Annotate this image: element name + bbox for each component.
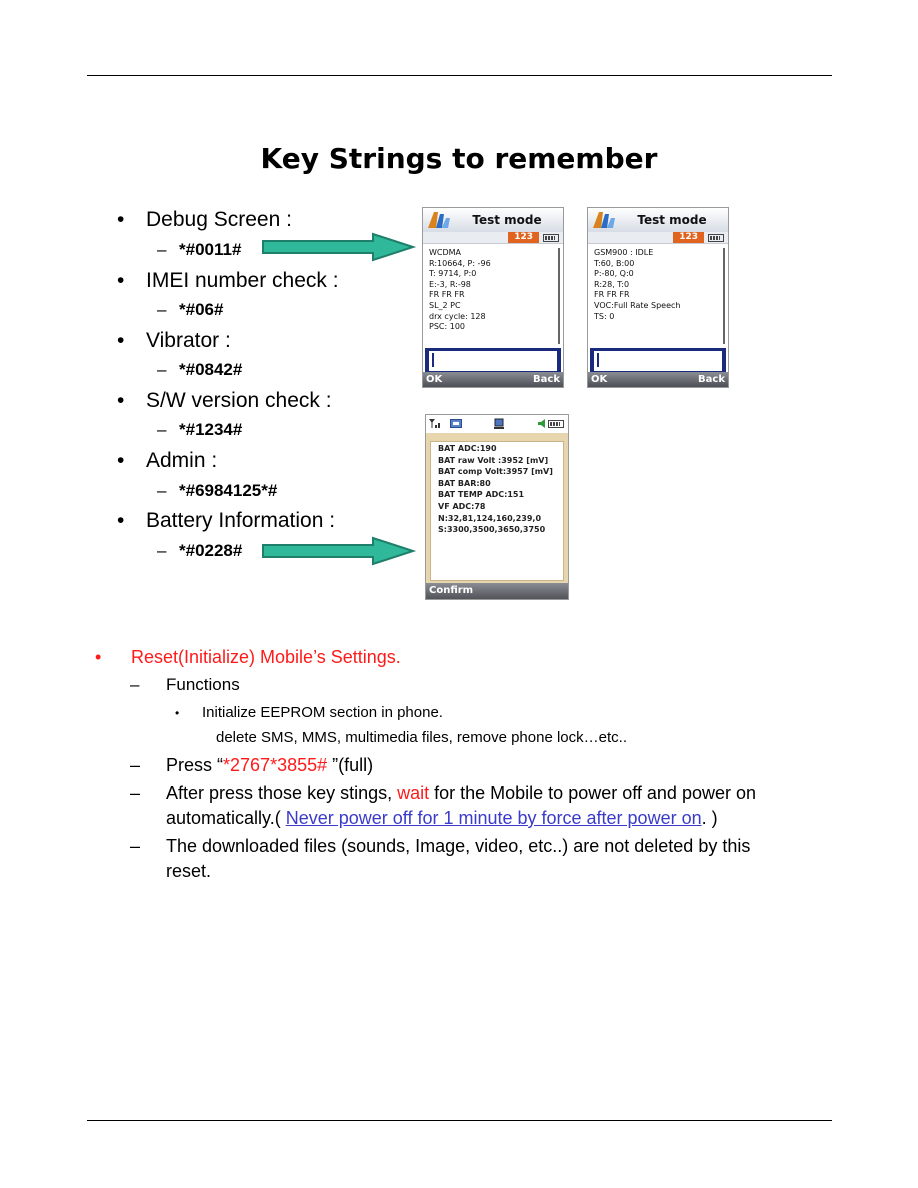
header-rule	[87, 75, 832, 76]
phone-softkeys	[423, 372, 563, 387]
phone-input-field	[425, 348, 561, 374]
functions-item: – Functions	[130, 675, 240, 694]
phone-header	[588, 208, 728, 232]
list-item-imei: • IMEI number check :	[117, 269, 339, 292]
phone-status-bar	[426, 415, 568, 433]
sub-detail: delete SMS, MMS, multimedia files, remove phone lock…etc..	[216, 729, 627, 746]
ok-softkey: OK	[426, 374, 443, 385]
wait-word: wait	[397, 783, 430, 803]
back-softkey: Back	[698, 374, 725, 385]
ok-softkey: OK	[591, 374, 608, 385]
reset-code: *2767*3855#	[223, 755, 333, 775]
battery-line: BAT ADC:190	[438, 444, 497, 453]
confirm-softkey: Confirm	[429, 585, 474, 596]
debug-line: R:28, T:0	[594, 279, 630, 289]
scrollbar	[723, 248, 725, 344]
message-icon	[450, 419, 462, 428]
arrow-debug-icon	[261, 232, 417, 262]
battery-line: BAT comp Volt:3957 [mV]	[438, 467, 553, 477]
phone-title: Test mode	[637, 213, 707, 227]
reset-heading: • Reset(Initialize) Mobile’s Settings.	[95, 647, 401, 667]
after-press-continuation: automatically.( Never power off for 1 minute by force after power on. )	[166, 808, 718, 828]
list-item-vibrator: • Vibrator :	[117, 329, 231, 352]
battery-line: BAT raw Volt :3952 [mV]	[438, 455, 549, 465]
list-item-debug: • Debug Screen :	[117, 208, 292, 231]
warning-link[interactable]: Never power off for 1 minute by force after power on	[285, 808, 702, 828]
after-press-item: – After press those key stings, wait for the Mobile to power off and power on	[130, 783, 756, 803]
back-softkey: Back	[533, 374, 560, 385]
list-item-admin: • Admin :	[117, 449, 218, 472]
battery-icon	[543, 234, 559, 242]
code-sw-version: – *#1234#	[157, 420, 243, 439]
battery-line: VF ADC:78	[438, 501, 486, 511]
debug-line: GSM900 : IDLE	[594, 248, 654, 257]
scrollbar	[558, 248, 560, 344]
debug-line: E:-3, R:-98	[429, 279, 471, 289]
status-badge: 123	[673, 232, 704, 243]
debug-line: P:-80, Q:0	[594, 269, 634, 279]
sub-bullet-eeprom: • Initialize EEPROM section in phone.	[175, 704, 443, 721]
arrow-battery-icon	[261, 536, 417, 566]
debug-line: R:10664, P: -96	[429, 258, 491, 268]
phone-input-field	[590, 348, 726, 374]
debug-line: WCDMA	[429, 248, 462, 257]
device-icon	[494, 418, 504, 429]
phone-screen-wcdma	[422, 207, 564, 388]
code-admin: – *#6984125*#	[157, 481, 278, 500]
battery-line: BAT TEMP ADC:151	[438, 490, 525, 500]
code-debug: – *#0011#	[157, 240, 242, 259]
phone-status-bar	[423, 232, 563, 244]
list-item-sw-version: • S/W version check :	[117, 389, 332, 412]
phone-debug-text	[594, 248, 718, 322]
debug-line: FR FR FR	[429, 290, 465, 300]
press-item: – Press “*2767*3855# ”(full)	[130, 755, 374, 775]
speaker-icon	[537, 418, 547, 429]
status-badge: 123	[508, 232, 539, 243]
phone-screen-battery	[425, 414, 569, 600]
debug-line: drx cycle: 128	[429, 311, 486, 321]
battery-line: N:32,81,124,160,239,0	[438, 513, 542, 523]
code-vibrator: – *#0842#	[157, 360, 243, 379]
battery-icon	[708, 234, 724, 242]
phone-debug-text	[429, 248, 553, 333]
phone-title: Test mode	[472, 213, 542, 227]
phone-header	[423, 208, 563, 232]
battery-info-text	[438, 443, 553, 536]
debug-line: VOC:Full Rate Speech	[594, 300, 681, 310]
phone-status-bar	[588, 232, 728, 244]
phone-screen-gsm	[587, 207, 729, 388]
downloaded-continuation: reset.	[166, 861, 212, 881]
code-battery: – *#0228#	[157, 541, 243, 560]
downloaded-item: – The downloaded files (sounds, Image, video, etc..) are not deleted by this	[130, 836, 751, 856]
debug-line: FR FR FR	[594, 290, 630, 300]
debug-line: SL_2 PC	[429, 300, 461, 310]
debug-line: T:60, B:00	[594, 258, 635, 268]
code-imei: – *#06#	[157, 300, 224, 319]
list-item-battery: • Battery Information :	[117, 509, 336, 532]
signal-icon	[428, 418, 442, 429]
debug-line: TS: 0	[594, 311, 615, 321]
debug-line: PSC: 100	[429, 322, 465, 332]
battery-line: S:3300,3500,3650,3750	[438, 525, 546, 535]
battery-icon	[548, 420, 564, 428]
page-title: Key Strings to remember	[260, 142, 658, 175]
footer-rule	[87, 1120, 832, 1121]
debug-line: T: 9714, P:0	[429, 269, 477, 279]
phone-softkeys	[426, 583, 568, 599]
battery-line: BAT BAR:80	[438, 478, 491, 488]
phone-softkeys	[588, 372, 728, 387]
